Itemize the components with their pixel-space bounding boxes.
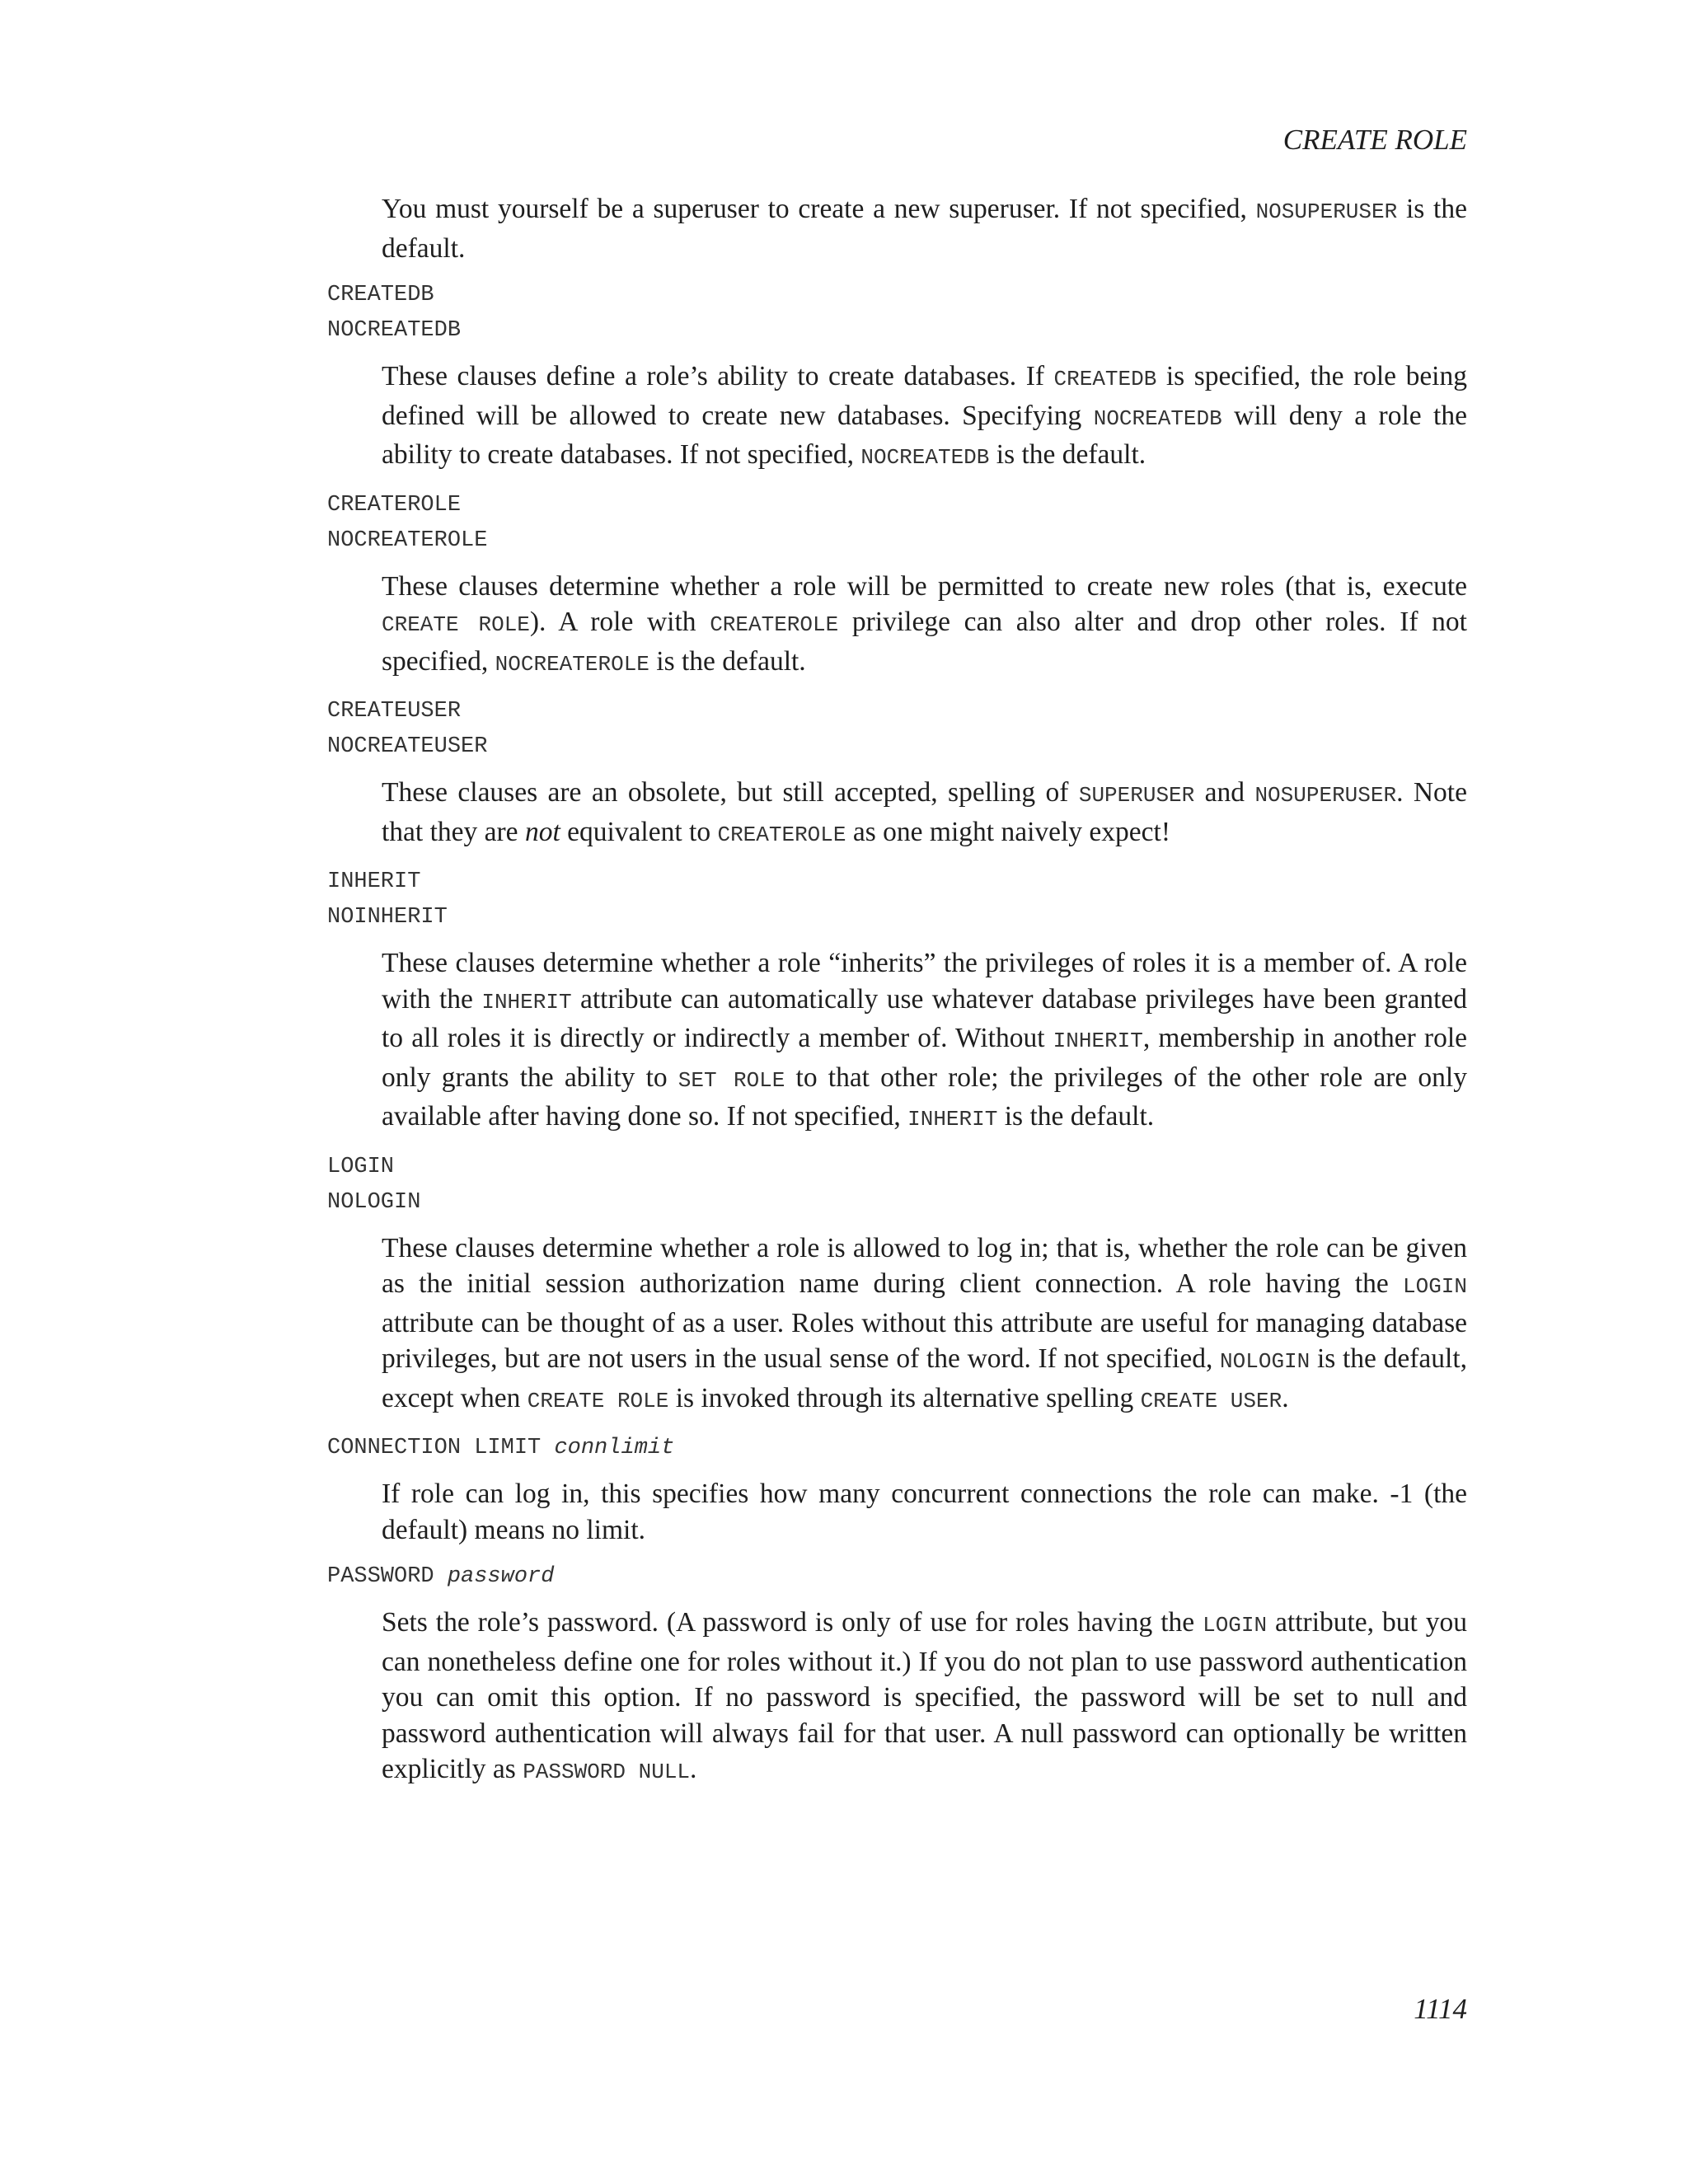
code-literal: CREATE ROLE	[527, 1388, 669, 1413]
term-connection-limit: CONNECTION LIMIT connlimit	[327, 1436, 675, 1460]
term-inherit: INHERIT	[327, 869, 421, 894]
code-literal: SET ROLE	[678, 1067, 785, 1093]
code-literal: NOLOGIN	[1220, 1349, 1311, 1374]
code-literal: CREATEDB	[1053, 367, 1157, 391]
password-description: Sets the role’s password. (A password is only of use for roles having the LOGIN attribute, but you can nonetheless define one for roles without it.) If you do not plan to use password authentication you can omit this option. If no password is specified, the password will be set to null and password authentication will always fail for that user. A null password can optionally be written explicitly as PASSWORD NULL.	[382, 1607, 1467, 1784]
superuser-description: You must yourself be a superuser to create a new superuser. If not specified, NOSUPERUSER is the default.	[382, 194, 1467, 264]
page-number: 1114	[1414, 1993, 1467, 2025]
code-literal: NOCREATEDB	[1093, 405, 1222, 431]
login-description: These clauses determine whether a role is allowed to log in; that is, whether the role can be given as the initial session authorization name during client connection. A role having the LOGIN attribute can be thought of as a user. Roles without this attribute are useful for managing database privileges, but are not users in the usual sense of the word. If not specified, NOLOGIN is the default, except when CREATE ROLE is invoked through its alternative spelling CREATE USER.	[382, 1232, 1467, 1413]
createuser-description: These clauses are an obsolete, but still accepted, spelling of SUPERUSER and NOSUPERUSER. Note that they are not equivalent to CREATEROLE as one might naively expect!	[382, 777, 1467, 847]
term-nocreatedb: NOCREATEDB	[327, 318, 462, 343]
code-literal: PASSWORD NULL	[523, 1760, 691, 1784]
inherit-description: These clauses determine whether a role “inherits” the privileges of roles it is a member of. A role with the INHERIT attribute can automatically use whatever database privileges have been granted to all roles it is directly or indirectly a member of. Without INHERIT, membership in another role only grants the ability to SET ROLE to that other role; the privileges of the other role are only available after having done so. If not specified, INHERIT is the default.	[382, 948, 1468, 1132]
term-nocreaterole: NOCREATEROLE	[327, 527, 488, 553]
code-literal: CREATEROLE	[710, 612, 839, 637]
param-password: password	[447, 1564, 555, 1589]
code-literal: INHERIT	[481, 989, 572, 1015]
code-literal: CREATE ROLE	[382, 612, 530, 637]
code-literal: LOGIN	[1203, 1613, 1268, 1638]
term-noinherit: NOINHERIT	[327, 905, 448, 930]
code-literal: NOSUPERUSER	[1255, 199, 1398, 224]
code-literal: LOGIN	[1402, 1274, 1467, 1299]
param-connlimit: connlimit	[554, 1436, 675, 1460]
code-literal: INHERIT	[1053, 1029, 1143, 1053]
connlimit-description: If role can log in, this specifies how many concurrent connections the role can make. -1 (the default) means no limit.	[382, 1479, 1467, 1545]
createrole-description: These clauses determine whether a role will be permitted to create new roles (that is, execute CREATE ROLE). A role with CREATEROLE privilege can also alter and drop other roles. If not specified, NOCREATEROLE is the default.	[382, 570, 1467, 677]
term-nocreateuser: NOCREATEUSER	[327, 734, 488, 759]
term-createdb: CREATEDB	[327, 283, 434, 307]
code-literal: NOCREATEROLE	[495, 651, 649, 677]
code-literal: SUPERUSER	[1078, 783, 1195, 808]
code-literal: NOSUPERUSER	[1254, 783, 1397, 808]
term-login: LOGIN	[327, 1154, 395, 1179]
code-literal: NOCREATEDB	[860, 445, 990, 470]
running-header: CREATE ROLE	[1282, 124, 1467, 156]
createdb-description: These clauses define a role’s ability to create databases. If CREATEDB is specified, the role being defined will be allowed to create new databases. Specifying NOCREATEDB will deny a role the ability to create databases. If not specified, NOCREATEDB is the default.	[382, 361, 1467, 470]
code-literal: INHERIT	[907, 1107, 998, 1132]
emphasis: not	[524, 816, 560, 847]
term-nologin: NOLOGIN	[327, 1189, 421, 1215]
term-createrole: CREATEROLE	[327, 492, 462, 518]
code-literal: CREATEROLE	[717, 822, 846, 847]
code-literal: CREATE USER	[1140, 1388, 1282, 1413]
term-createuser: CREATEUSER	[327, 699, 462, 724]
term-password: PASSWORD password	[327, 1564, 555, 1589]
main-content	[327, 191, 1467, 1802]
